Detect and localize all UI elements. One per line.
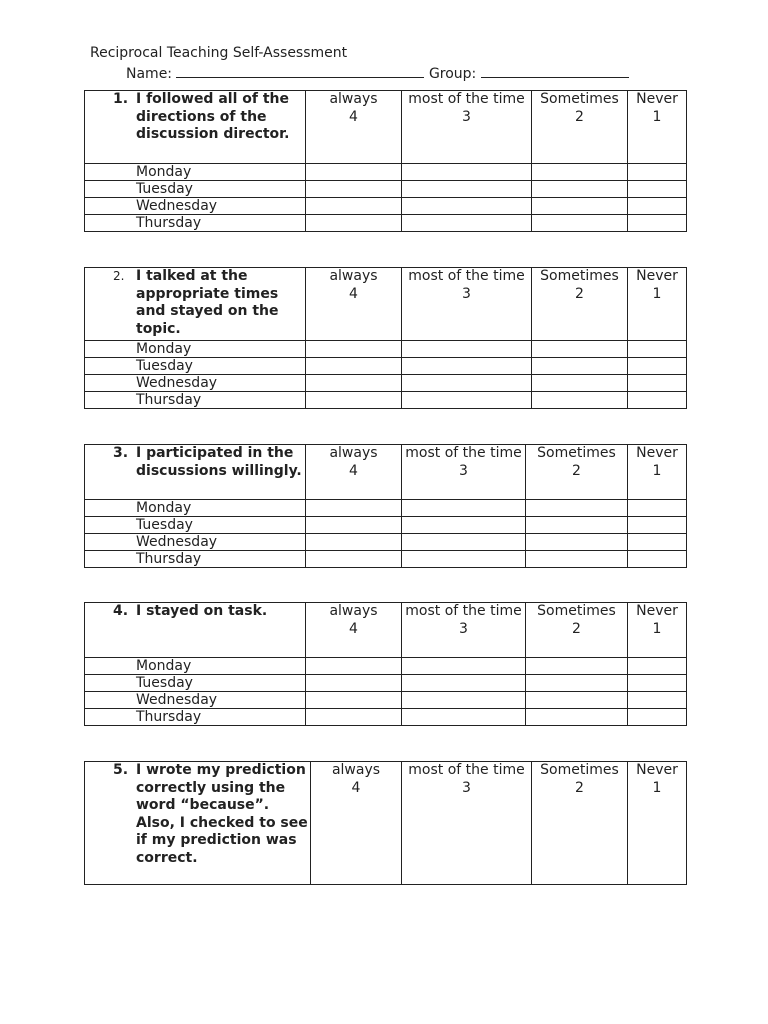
rating-cell[interactable] [402, 392, 532, 409]
day-row-tuesday [85, 181, 687, 198]
day-label: Monday [85, 658, 306, 675]
option-always: always 4 [306, 91, 402, 164]
question-number: 1. [113, 91, 129, 107]
day-row-monday [85, 500, 687, 517]
day-row-thursday [85, 215, 687, 232]
question-table-2 [84, 267, 687, 409]
rating-cell[interactable] [526, 709, 628, 726]
rating-cell[interactable] [628, 181, 687, 198]
rating-cell[interactable] [628, 375, 687, 392]
name-label: Name: [126, 66, 173, 82]
rating-cell[interactable] [628, 517, 687, 534]
page-title: Reciprocal Teaching Self-Assessment [90, 45, 348, 61]
day-label: Thursday [85, 709, 306, 726]
rating-cell[interactable] [532, 392, 628, 409]
day-label: Monday [85, 164, 306, 181]
rating-cell[interactable] [526, 658, 628, 675]
day-row-tuesday [85, 358, 687, 375]
rating-cell[interactable] [628, 534, 687, 551]
rating-cell[interactable] [402, 164, 532, 181]
day-label: Wednesday [85, 375, 306, 392]
rating-cell[interactable] [532, 198, 628, 215]
day-row-thursday [85, 392, 687, 409]
group-field[interactable] [481, 63, 629, 78]
rating-cell[interactable] [628, 164, 687, 181]
day-label: Tuesday [85, 358, 306, 375]
rating-cell[interactable] [628, 658, 687, 675]
day-row-wednesday [85, 534, 687, 551]
day-label: Tuesday [85, 181, 306, 198]
day-label: Tuesday [85, 675, 306, 692]
day-label: Thursday [85, 392, 306, 409]
option-sometimes: Sometimes 2 [532, 268, 628, 341]
rating-cell[interactable] [306, 551, 402, 568]
rating-cell[interactable] [628, 392, 687, 409]
day-row-tuesday [85, 675, 687, 692]
rating-cell[interactable] [306, 534, 402, 551]
day-row-wednesday [85, 692, 687, 709]
rating-cell[interactable] [402, 709, 526, 726]
rating-cell[interactable] [526, 692, 628, 709]
rating-cell[interactable] [306, 341, 402, 358]
option-sometimes: Sometimes 2 [532, 91, 628, 164]
rating-cell[interactable] [532, 375, 628, 392]
rating-cell[interactable] [402, 534, 526, 551]
option-sometimes: Sometimes 2 [532, 762, 628, 885]
rating-cell[interactable] [306, 164, 402, 181]
rating-cell[interactable] [402, 517, 526, 534]
option-never: Never 1 [628, 603, 687, 658]
question-text: 3. I participated in the discussions willingly. [85, 445, 306, 500]
rating-cell[interactable] [402, 358, 532, 375]
day-label: Wednesday [85, 198, 306, 215]
day-label: Tuesday [85, 517, 306, 534]
rating-cell[interactable] [526, 675, 628, 692]
rating-cell[interactable] [628, 551, 687, 568]
option-never: Never 1 [628, 268, 687, 341]
rating-cell[interactable] [532, 341, 628, 358]
question-text: 4. I stayed on task. [85, 603, 306, 658]
rating-cell[interactable] [306, 517, 402, 534]
rating-cell[interactable] [628, 709, 687, 726]
rating-cell[interactable] [402, 181, 532, 198]
rating-cell[interactable] [402, 215, 532, 232]
day-row-thursday [85, 709, 687, 726]
rating-cell[interactable] [306, 692, 402, 709]
rating-cell[interactable] [628, 675, 687, 692]
rating-cell[interactable] [306, 375, 402, 392]
question-table-4 [84, 602, 687, 726]
day-row-monday [85, 341, 687, 358]
option-always: always 4 [306, 603, 402, 658]
day-label: Monday [85, 500, 306, 517]
question-text: 2. I talked at the appropriate times and stayed on the topic. [85, 268, 306, 341]
rating-cell[interactable] [402, 500, 526, 517]
rating-cell[interactable] [526, 534, 628, 551]
rating-cell[interactable] [628, 692, 687, 709]
day-label: Monday [85, 341, 306, 358]
question-number: 4. [113, 603, 129, 619]
day-row-thursday [85, 551, 687, 568]
rating-cell[interactable] [402, 658, 526, 675]
question-table-5 [84, 761, 687, 885]
question-header-row [85, 445, 687, 500]
option-always: always 4 [306, 445, 402, 500]
rating-cell[interactable] [402, 551, 526, 568]
question-text: 5. I wrote my prediction correctly using the word “because”. Also, I checked to see if my prediction was correct. [85, 762, 311, 885]
group-label: Group: [428, 66, 477, 82]
day-label: Thursday [85, 215, 306, 232]
rating-cell[interactable] [402, 675, 526, 692]
rating-cell[interactable] [402, 692, 526, 709]
name-field[interactable] [176, 63, 424, 78]
rating-cell[interactable] [628, 358, 687, 375]
option-most-of-the-time: most of the time 3 [402, 762, 532, 885]
option-most-of-the-time: most of the time 3 [402, 445, 526, 500]
rating-cell[interactable] [402, 341, 532, 358]
option-most-of-the-time: most of the time 3 [402, 268, 532, 341]
question-header-row [85, 91, 687, 164]
question-number: 2. [113, 269, 125, 283]
rating-cell[interactable] [306, 215, 402, 232]
rating-cell[interactable] [532, 181, 628, 198]
rating-cell[interactable] [628, 500, 687, 517]
rating-cell[interactable] [306, 658, 402, 675]
question-header-row [85, 603, 687, 658]
day-row-monday [85, 164, 687, 181]
rating-cell[interactable] [532, 358, 628, 375]
rating-cell[interactable] [402, 198, 532, 215]
option-sometimes: Sometimes 2 [526, 445, 628, 500]
rating-cell[interactable] [306, 358, 402, 375]
question-header-row [85, 762, 687, 885]
day-row-tuesday [85, 517, 687, 534]
option-most-of-the-time: most of the time 3 [402, 91, 532, 164]
rating-cell[interactable] [532, 164, 628, 181]
option-always: always 4 [306, 268, 402, 341]
day-label: Thursday [85, 551, 306, 568]
question-header-row [85, 268, 687, 341]
rating-cell[interactable] [402, 375, 532, 392]
rating-cell[interactable] [526, 517, 628, 534]
question-table-3 [84, 444, 687, 568]
day-label: Wednesday [85, 534, 306, 551]
option-never: Never 1 [628, 91, 687, 164]
rating-cell[interactable] [526, 500, 628, 517]
rating-cell[interactable] [306, 181, 402, 198]
question-number: 3. [113, 445, 129, 461]
rating-cell[interactable] [306, 675, 402, 692]
rating-cell[interactable] [526, 551, 628, 568]
rating-cell[interactable] [628, 341, 687, 358]
option-most-of-the-time: most of the time 3 [402, 603, 526, 658]
day-label: Wednesday [85, 692, 306, 709]
rating-cell[interactable] [306, 500, 402, 517]
question-text: 1. I followed all of the directions of the discussion director. [85, 91, 306, 164]
day-row-monday [85, 658, 687, 675]
rating-cell[interactable] [306, 392, 402, 409]
day-row-wednesday [85, 198, 687, 215]
day-row-wednesday [85, 375, 687, 392]
option-always: always 4 [311, 762, 402, 885]
name-group-line [126, 63, 629, 82]
option-never: Never 1 [628, 445, 687, 500]
question-number: 5. [113, 762, 129, 778]
option-never: Never 1 [628, 762, 687, 885]
rating-cell[interactable] [306, 198, 402, 215]
rating-cell[interactable] [532, 215, 628, 232]
question-table-1 [84, 90, 687, 232]
rating-cell[interactable] [628, 215, 687, 232]
rating-cell[interactable] [306, 709, 402, 726]
option-sometimes: Sometimes 2 [526, 603, 628, 658]
rating-cell[interactable] [628, 198, 687, 215]
